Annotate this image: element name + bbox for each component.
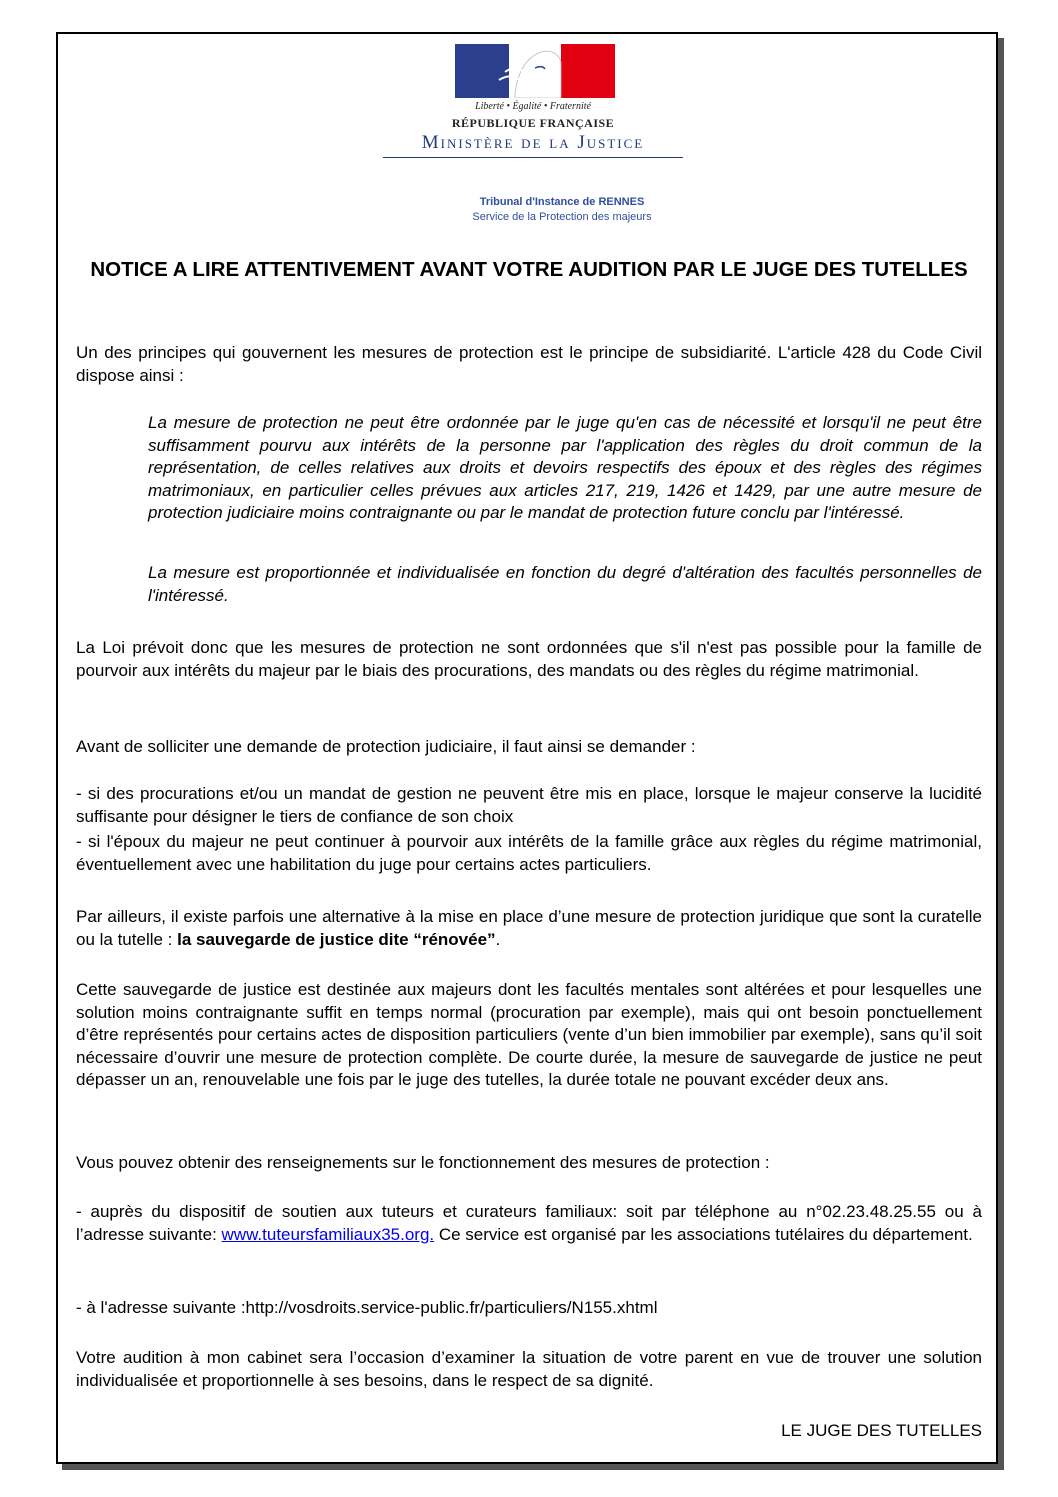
question-intro: Avant de solliciter une demande de protection judiciaire, il faut ainsi se demander : — [76, 737, 696, 756]
article-quote: La mesure de protection ne peut être ordonnée par le juge qu'en cas de nécessité et lorsqu'il ne peut être suffisamment pourvu aux intérêts de la personne par l'application des règles du droit commun de la représentation, de celles relatives aux droits et devoirs respectifs des époux et des règles des régimes matrimoniaux, en particulier celles prévues aux articles 217, 219, 1426 et 1429, par une autre mesure de protection judiciaire moins contraignante ou par le mandat de protection future conclu par l'intéressé. — [148, 413, 982, 522]
sauvegarde-highlight: la sauvegarde de justice dite “rénovée” — [177, 929, 496, 949]
logo-ministere: Ministère de la Justice — [421, 132, 645, 153]
signature: LE JUGE DES TUTELLES — [781, 1421, 982, 1440]
logo-motto: Liberté • Égalité • Fraternité — [475, 101, 591, 112]
service-public-line: - à l'adresse suivante :http://vosdroits.service-public.fr/particuliers/N155.xhtml — [76, 1298, 658, 1317]
article-quote-second: La mesure est proportionnée et individualisée en fonction du degré d'altération des facultés personnelles de l'intéressé. — [148, 563, 982, 605]
support-text: - auprès du dispositif de soutien aux tuteurs et curateurs familiaux: soit par téléphone au n°02.23.48.25.55 ou à l’adresse suivante: — [76, 1202, 982, 1244]
bullet-procurations: - si des procurations et/ou un mandat de gestion ne peuvent être mis en place, lorsque le majeur conserve la lucidité suffisante pour désigner le tiers de confiance de son choix — [76, 784, 982, 826]
support-paragraph — [76, 1201, 982, 1246]
alternative-text: Par ailleurs, il existe parfois une alternative à la mise en place d’une mesure de protection juridique que sont la curatelle ou la tutelle : — [76, 907, 982, 949]
logo-underline — [383, 157, 683, 158]
ministry-logo — [383, 44, 683, 164]
service-name: Service de la Protection des majeurs — [472, 211, 652, 223]
marianne-flag-icon — [455, 44, 615, 98]
tribunal-name: Tribunal d'Instance de RENNES — [479, 196, 645, 208]
page-title: NOTICE A LIRE ATTENTIVEMENT AVANT VOTRE AUDITION PAR LE JUGE DES TUTELLES — [90, 258, 968, 281]
logo-republique: RÉPUBLIQUE FRANÇAISE — [451, 116, 615, 130]
bullet-epoux: - si l'époux du majeur ne peut continuer à pourvoir aux intérêts de la famille grâce aux règles du régime matrimonial, éventuellement avec une habilitation du juge pour certains actes particuliers. — [76, 832, 982, 874]
tuteurs-link[interactable]: www.tuteursfamiliaux35.org. — [221, 1224, 435, 1244]
closing-paragraph: Votre audition à mon cabinet sera l’occasion d’examiner la situation de votre parent en vue de trouver une solution individualisée et proportionnelle à ses besoins, dans le respect de sa dignité. — [76, 1348, 982, 1390]
info-intro: Vous pouvez obtenir des renseignements sur le fonctionnement des mesures de protection : — [76, 1153, 770, 1172]
alternative-end: . — [495, 929, 501, 949]
support-end: Ce service est organisé par les associations tutélaires du département. — [434, 1224, 973, 1244]
law-paragraph: La Loi prévoit donc que les mesures de protection ne sont ordonnées que s'il n'est pas possible pour la famille de pourvoir aux intérêts du majeur par le biais des procurations, des mandats ou des règles du régime matrimonial. — [76, 638, 982, 680]
alternative-paragraph — [76, 906, 982, 951]
sauvegarde-paragraph: Cette sauvegarde de justice est destinée aux majeurs dont les facultés mentales sont altérées et pour lesquelles une solution moins contraignante suffit en temps normal (procuration par exemple), mais qui ont besoin ponctuellement d’être représentés pour certains actes de disposition particuliers (vente d’un bien immobilier par exemple), sans qu’il soit nécessaire d’ouvrir une mesure de protection complète. De courte durée, la mesure de sauvegarde de justice ne peut dépasser un an, renouvelable une fois par le juge des tutelles, la durée totale ne pouvant excéder deux ans. — [76, 980, 982, 1089]
intro-paragraph: Un des principes qui gouvernent les mesures de protection est le principe de subsidiarité. L'article 428 du Code Civil dispose ainsi : — [76, 343, 982, 385]
